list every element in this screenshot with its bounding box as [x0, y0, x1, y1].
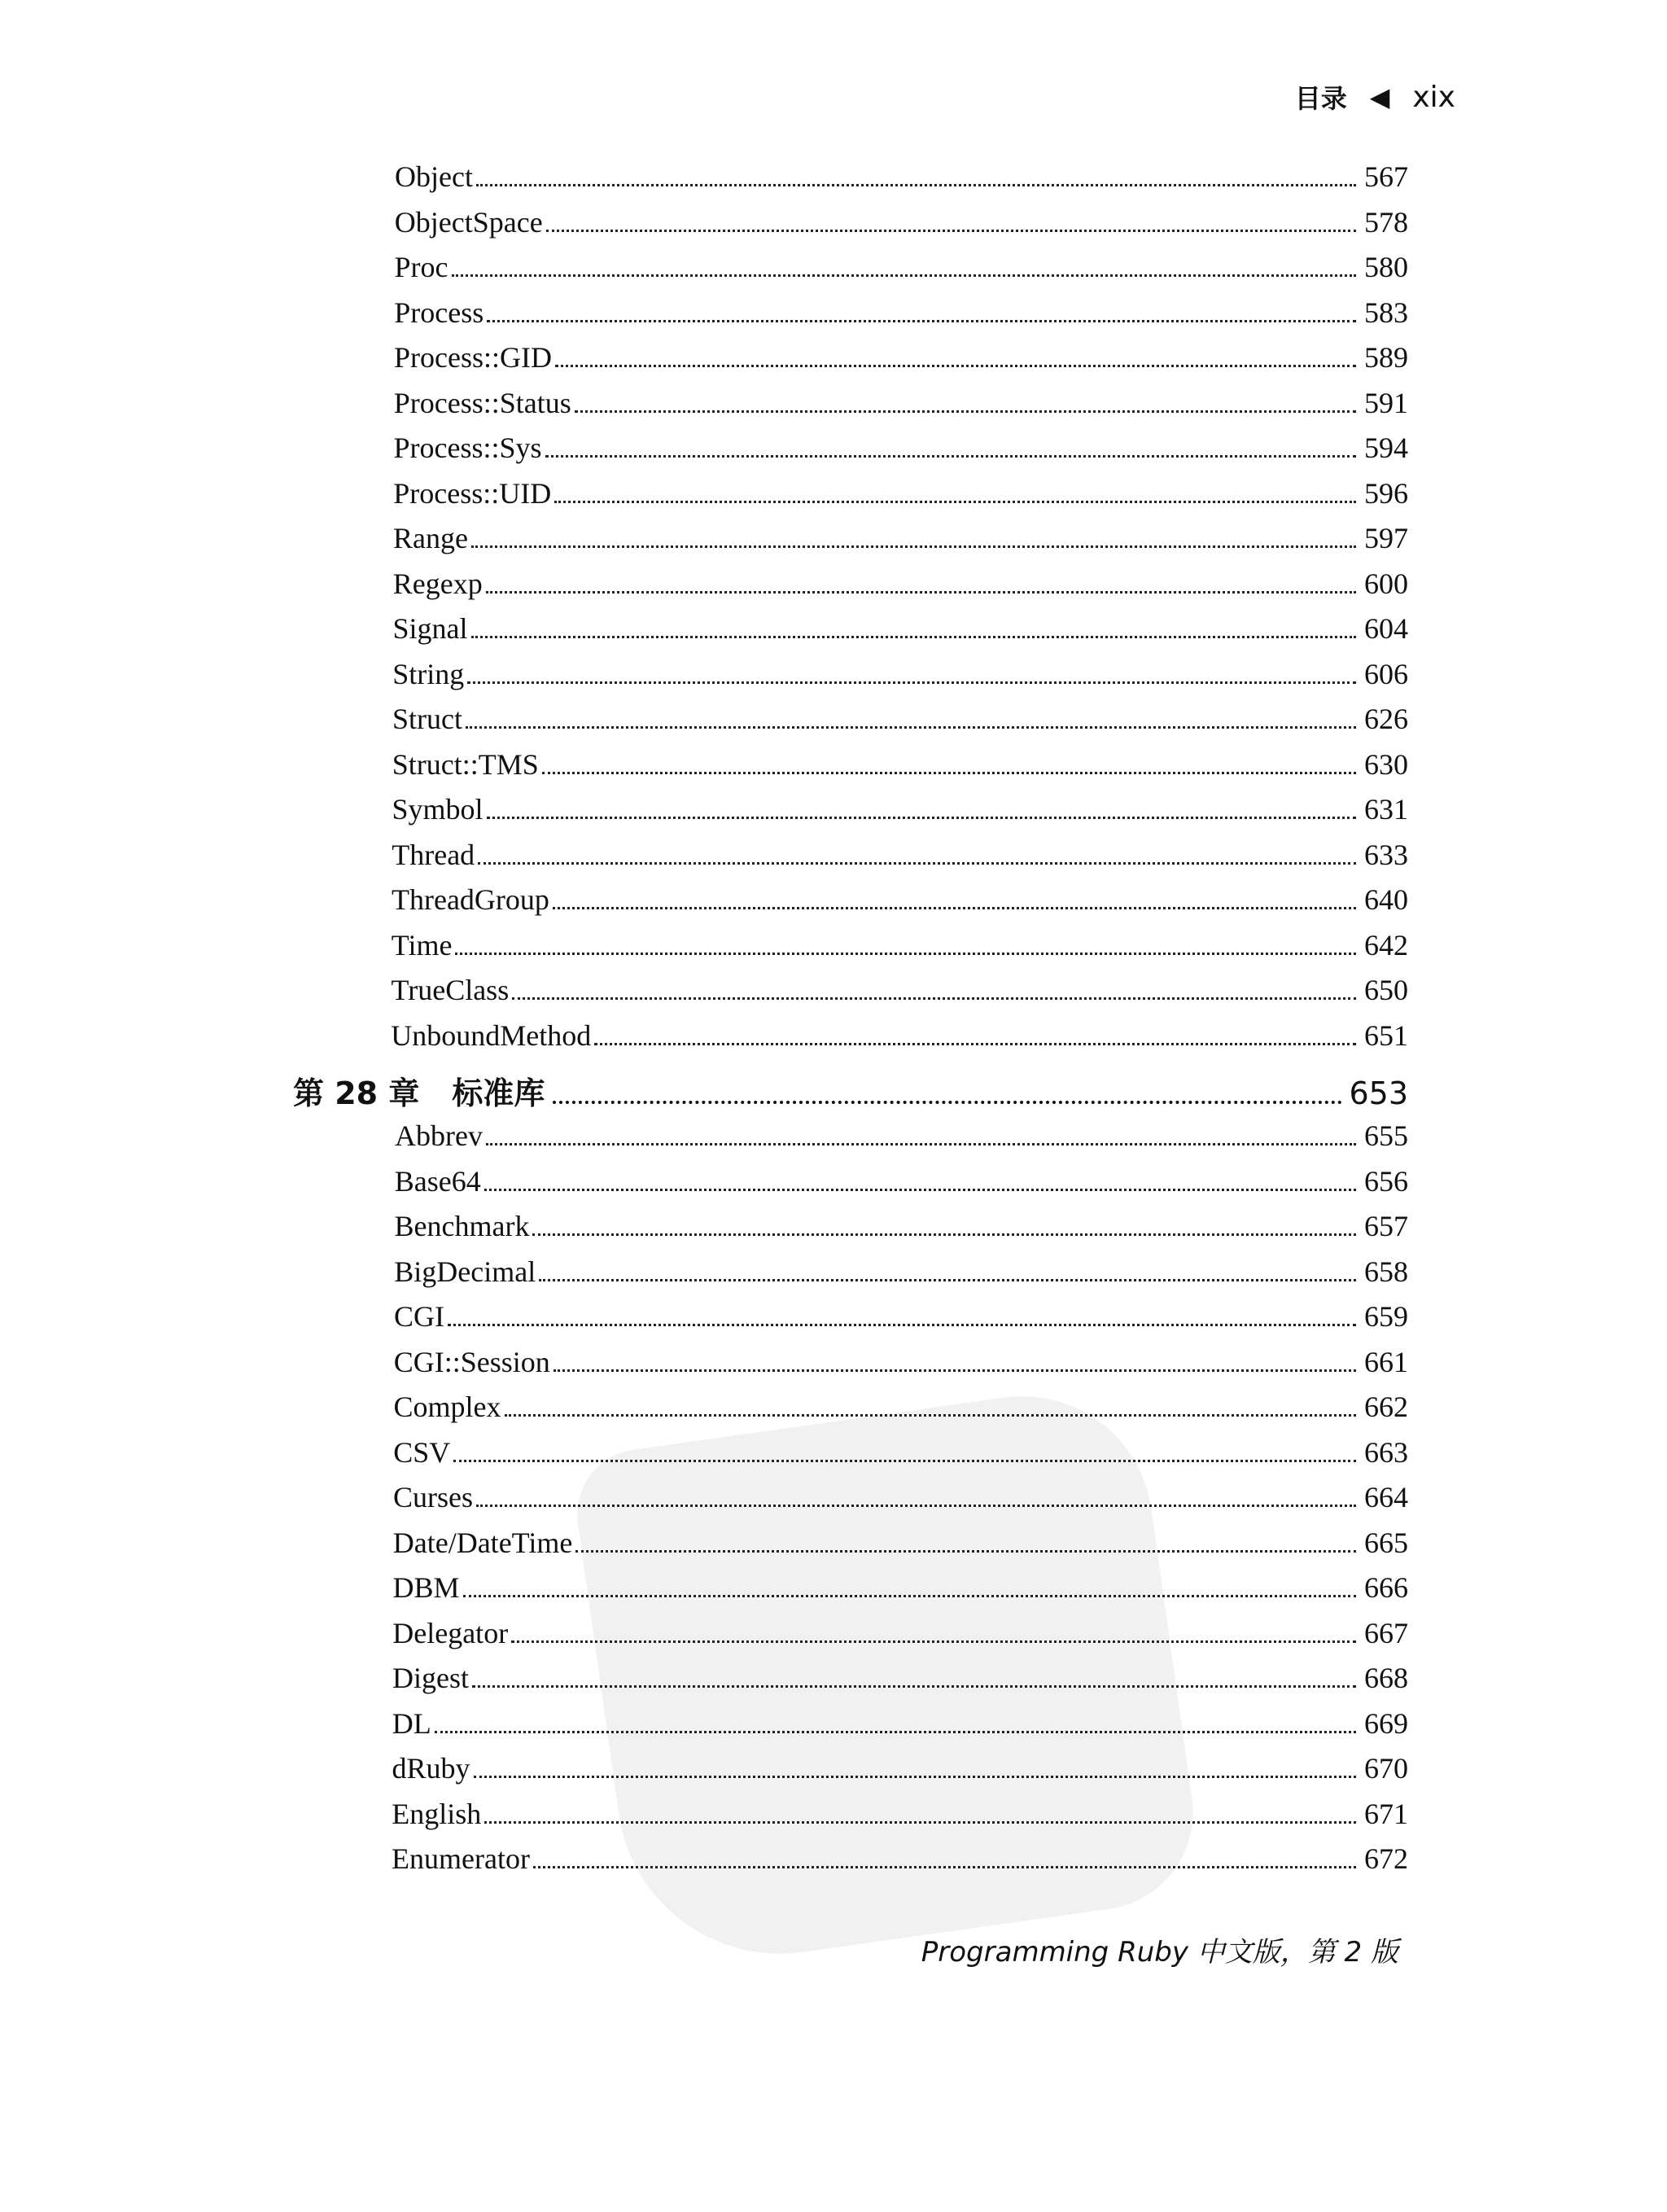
- toc-entry[interactable]: [291, 476, 1408, 522]
- toc-entry-page-number: 606: [1364, 657, 1408, 690]
- toc-entry[interactable]: [291, 1570, 1409, 1616]
- dot-leader: [539, 1279, 1356, 1281]
- dot-leader: [453, 1460, 1356, 1462]
- dot-leader: [467, 681, 1356, 684]
- dot-leader: [448, 1324, 1356, 1326]
- toc-entry[interactable]: [293, 160, 1408, 205]
- toc-entry-page-number: 594: [1364, 431, 1408, 464]
- dot-leader: [512, 997, 1356, 1000]
- toc-entry[interactable]: [290, 1797, 1408, 1842]
- dot-leader: [486, 1143, 1356, 1145]
- toc-entry-label: DBM: [392, 1571, 460, 1604]
- toc-entry[interactable]: [290, 928, 1408, 974]
- toc-chapter-heading[interactable]: [293, 1068, 1408, 1115]
- toc-entry-page-number: 670: [1364, 1752, 1408, 1785]
- toc-entry[interactable]: [292, 1255, 1408, 1300]
- dot-leader: [478, 862, 1356, 865]
- dot-leader: [471, 636, 1356, 638]
- dot-leader: [472, 1685, 1356, 1688]
- toc-entry[interactable]: [291, 567, 1408, 612]
- toc-entry[interactable]: [291, 521, 1408, 567]
- toc-entry[interactable]: [291, 792, 1409, 838]
- dot-leader: [546, 230, 1356, 232]
- toc-entry-label: Delegator: [392, 1616, 509, 1649]
- toc-entry-page-number: 604: [1364, 612, 1408, 645]
- toc-entry-label: Struct: [392, 703, 462, 735]
- toc-entry-page-number: 671: [1364, 1797, 1408, 1830]
- toc-entry[interactable]: [292, 296, 1408, 341]
- toc-entry-label: Time: [391, 928, 453, 961]
- toc-entry[interactable]: [293, 1209, 1409, 1255]
- toc-entry-page-number: 567: [1364, 160, 1408, 193]
- toc-entry[interactable]: [291, 1480, 1408, 1526]
- toc-section-list: [293, 160, 1408, 1063]
- toc-entry-page-number: 589: [1364, 341, 1408, 374]
- header-page-number: xix: [1412, 80, 1455, 114]
- toc-entry-page-number: 591: [1364, 386, 1408, 419]
- toc-entry[interactable]: [291, 702, 1408, 747]
- toc-entry-label: Object: [395, 160, 473, 193]
- toc-entry-page-number: 642: [1364, 928, 1408, 961]
- toc-entry-label: CSV: [393, 1435, 451, 1469]
- toc-entry-label: String: [392, 657, 465, 690]
- toc-entry[interactable]: [290, 973, 1409, 1018]
- toc-entry-page-number: 669: [1364, 1706, 1408, 1740]
- toc-entry[interactable]: [292, 386, 1408, 431]
- toc-entry[interactable]: [292, 1345, 1408, 1391]
- dot-leader: [452, 274, 1357, 277]
- toc-entry-label: Benchmark: [394, 1210, 530, 1242]
- toc-entry[interactable]: [290, 1842, 1408, 1887]
- dot-leader: [455, 953, 1356, 955]
- toc-entry-label: Digest: [392, 1662, 469, 1694]
- toc-entry-page-number: 666: [1364, 1571, 1408, 1604]
- toc-entry-page-number: 656: [1364, 1164, 1408, 1198]
- toc-entry[interactable]: [293, 205, 1408, 251]
- toc-entry-label: CGI: [394, 1300, 444, 1333]
- toc-entry-label: CGI::Session: [393, 1345, 550, 1378]
- toc-entry-label: Complex: [393, 1391, 501, 1423]
- toc-entry[interactable]: [291, 1526, 1408, 1571]
- toc-entry-label: Process::UID: [393, 476, 552, 510]
- toc-entry[interactable]: [291, 1751, 1409, 1797]
- dot-leader: [545, 455, 1356, 458]
- toc-entry-label: TrueClass: [391, 974, 510, 1006]
- toc-entry-label: DL: [392, 1706, 431, 1740]
- toc-entry-page-number: 658: [1364, 1255, 1408, 1288]
- toc-entry-page-number: 630: [1364, 747, 1408, 781]
- dot-leader: [435, 1731, 1356, 1733]
- chapter-page-number: 653: [1349, 1075, 1408, 1111]
- toc-entry-label: Base64: [394, 1164, 481, 1198]
- toc-entry[interactable]: [291, 1435, 1408, 1481]
- dot-leader: [554, 501, 1356, 503]
- toc-entry-label: Enumerator: [392, 1842, 530, 1875]
- toc-entry-page-number: 583: [1364, 296, 1408, 329]
- toc-entry-label: Struct::TMS: [392, 747, 539, 781]
- toc-section-list: [293, 1119, 1408, 1887]
- toc-entry[interactable]: [293, 250, 1409, 296]
- toc-entry-page-number: 668: [1364, 1662, 1408, 1694]
- dot-leader: [553, 907, 1356, 909]
- running-header: [1295, 78, 1455, 116]
- toc-entry-page-number: 655: [1364, 1119, 1408, 1152]
- chapter-title: 标准库: [452, 1075, 545, 1111]
- toc-entry-label: Process::Status: [393, 386, 571, 419]
- toc-entry-page-number: 651: [1364, 1018, 1408, 1052]
- toc-entry[interactable]: [290, 838, 1408, 883]
- dot-leader: [511, 1640, 1356, 1643]
- toc-entry-page-number: 597: [1364, 522, 1408, 554]
- dot-leader: [487, 817, 1356, 819]
- toc-entry-page-number: 665: [1364, 1526, 1408, 1559]
- triangle-left-icon: ◀: [1369, 81, 1390, 112]
- header-section-title: 目录: [1294, 83, 1347, 114]
- dot-leader: [553, 1369, 1356, 1372]
- toc-entry[interactable]: [292, 340, 1408, 386]
- dot-leader: [484, 1821, 1356, 1824]
- dot-leader: [476, 1505, 1356, 1507]
- toc-entry-label: Curses: [393, 1481, 473, 1513]
- toc-entry[interactable]: [289, 1018, 1408, 1064]
- toc-entry-label: ObjectSpace: [394, 205, 543, 239]
- toc-entry-label: Range: [393, 522, 468, 554]
- toc-entry-label: Proc: [394, 251, 448, 283]
- toc-entry-page-number: 672: [1364, 1842, 1408, 1875]
- dot-leader: [533, 1866, 1356, 1868]
- toc-entry-page-number: 578: [1364, 205, 1408, 239]
- toc-entry-page-number: 662: [1364, 1391, 1408, 1423]
- toc-entry-page-number: 580: [1364, 251, 1408, 283]
- toc-entry-page-number: 657: [1364, 1210, 1408, 1242]
- dot-leader: [474, 1776, 1356, 1778]
- toc-entry-label: Signal: [392, 612, 468, 645]
- toc-entry-page-number: 631: [1364, 793, 1408, 826]
- toc-entry[interactable]: [291, 657, 1408, 703]
- toc-entry[interactable]: [292, 431, 1409, 476]
- toc-entry[interactable]: [292, 1299, 1408, 1345]
- toc-entry-page-number: 640: [1364, 883, 1408, 916]
- toc-entry-label: Regexp: [392, 567, 483, 600]
- toc-entry-label: Abbrev: [395, 1119, 483, 1152]
- toc-entry-page-number: 661: [1364, 1345, 1408, 1378]
- running-footer: Programming Ruby 中文版，第 2 版: [921, 1936, 1398, 1969]
- toc-entry-label: English: [392, 1797, 482, 1830]
- toc-entry-label: Thread: [392, 838, 475, 871]
- toc-entry-page-number: 626: [1364, 703, 1408, 735]
- toc-entry-page-number: 596: [1364, 476, 1408, 510]
- toc-entry[interactable]: [293, 1164, 1408, 1210]
- dot-leader: [484, 1189, 1356, 1191]
- toc-entry[interactable]: [290, 883, 1408, 928]
- toc-entry-page-number: 663: [1364, 1435, 1408, 1469]
- toc-entry-page-number: 664: [1364, 1481, 1408, 1513]
- toc-entry[interactable]: [293, 1119, 1408, 1164]
- toc-entry-label: Date/DateTime: [392, 1526, 573, 1559]
- dot-leader: [486, 591, 1356, 594]
- dot-leader: [555, 365, 1356, 367]
- toc-entry-page-number: 659: [1364, 1300, 1408, 1333]
- dot-leader: [476, 184, 1356, 186]
- toc-entry-label: UnboundMethod: [391, 1018, 592, 1052]
- dot-leader: [575, 410, 1356, 413]
- toc-entry-page-number: 667: [1364, 1616, 1408, 1649]
- chapter-number: 第 28 章: [293, 1075, 420, 1111]
- dot-leader: [542, 772, 1356, 774]
- toc-entry-label: ThreadGroup: [392, 883, 549, 916]
- toc-entry-label: Process::GID: [394, 341, 552, 374]
- toc-entry[interactable]: [291, 1616, 1408, 1662]
- toc-entry-label: BigDecimal: [394, 1255, 536, 1288]
- table-of-contents: [293, 160, 1408, 1887]
- toc-entry-label: Process::Sys: [393, 431, 542, 464]
- toc-entry-label: dRuby: [392, 1752, 470, 1785]
- dot-leader: [505, 1414, 1357, 1417]
- dot-leader: [553, 1101, 1342, 1104]
- toc-entry[interactable]: [291, 747, 1408, 793]
- toc-entry-page-number: 600: [1364, 567, 1408, 600]
- toc-entry-page-number: 633: [1364, 838, 1408, 871]
- dot-leader: [575, 1550, 1356, 1553]
- dot-leader: [466, 726, 1356, 729]
- toc-entry[interactable]: [291, 1661, 1408, 1706]
- toc-entry-label: Symbol: [392, 793, 483, 826]
- toc-entry-label: Process: [394, 296, 484, 329]
- toc-entry-page-number: 650: [1364, 974, 1408, 1006]
- dot-leader: [463, 1595, 1356, 1597]
- dot-leader: [487, 320, 1356, 322]
- dot-leader: [594, 1043, 1356, 1045]
- toc-entry[interactable]: [291, 611, 1409, 657]
- toc-entry[interactable]: [292, 1390, 1409, 1435]
- dot-leader: [532, 1233, 1356, 1236]
- toc-entry[interactable]: [291, 1706, 1408, 1752]
- dot-leader: [471, 545, 1356, 548]
